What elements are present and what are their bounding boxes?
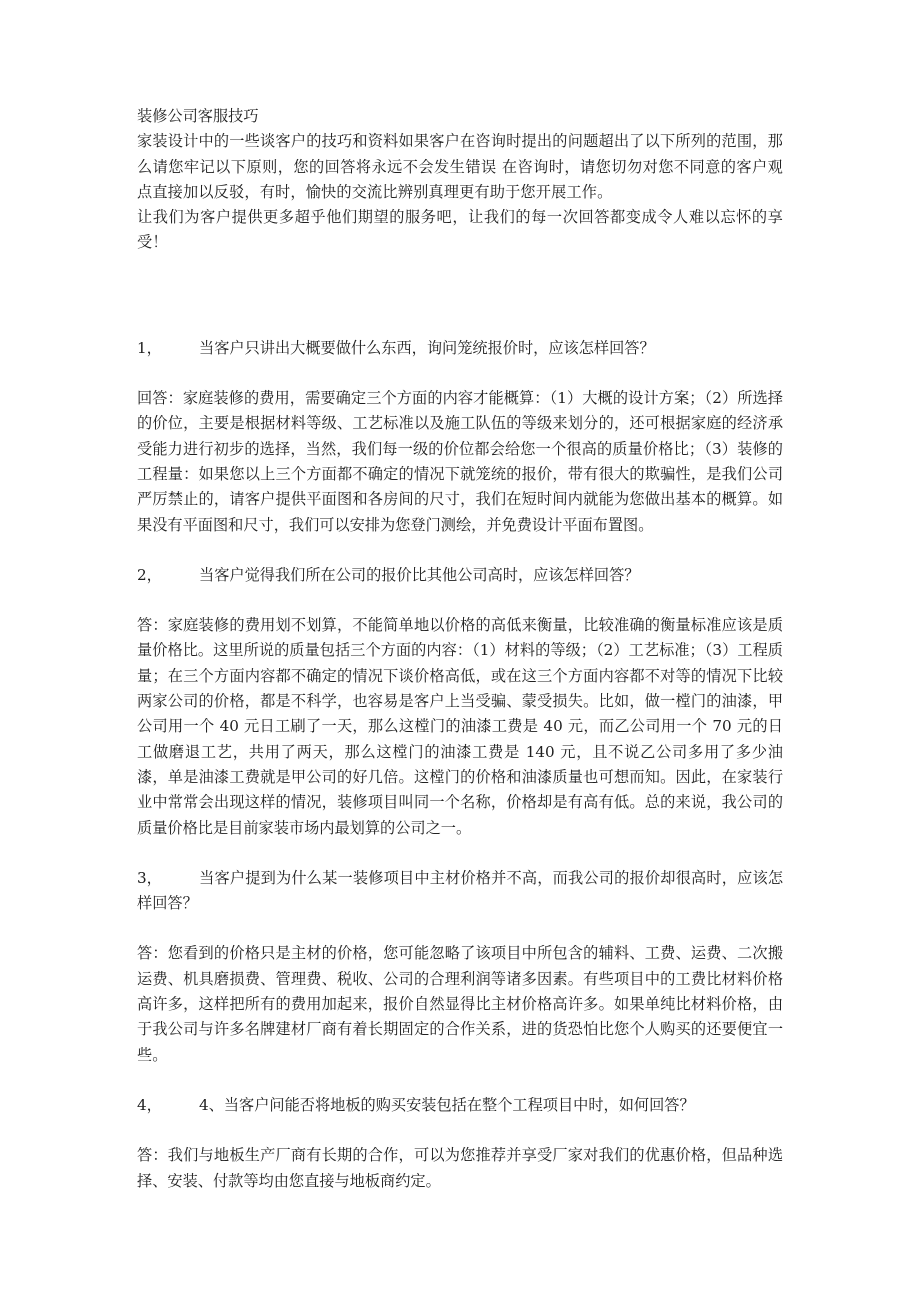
question-number-4: 4，: [137, 1095, 162, 1114]
section-spacer: [137, 256, 783, 336]
question-number-2: 2，: [137, 565, 162, 584]
qa-spacer: [137, 1118, 783, 1143]
question-item-2: [137, 563, 783, 588]
qa-spacer: [137, 916, 783, 941]
question-text-1: 当客户只讲出大概要做什么东西，询问笼统报价时，应该怎样回答？: [199, 338, 655, 357]
question-text-4: 4、当客户问能否将地板的购买安装包括在整个工程项目中时，如何回答？: [199, 1095, 695, 1114]
item-spacer: [137, 841, 783, 866]
question-number-3: 3，: [137, 868, 162, 887]
question-item-1: [137, 336, 783, 361]
question-item-4: [137, 1093, 783, 1118]
answer-item-4: 答：我们与地板生产厂商有长期的合作，可以为您推荐并享受厂家对我们的优惠价格，但品种选择、安装、付款等均由您直接与地板商约定。: [137, 1146, 783, 1190]
question-number-1: 1，: [137, 338, 162, 357]
question-item-3: [137, 866, 783, 917]
answer-item-3: 答：您看到的价格只是主材的价格，您可能忽略了该项目中所包含的辅料、工费、运费、二次搬运费、机具磨损费、管理费、税收、公司的合理利润等诸多因素。有些项目中的工费比材料价格高许多，这样把所有的费用加起来，报价自然显得比主材价格高许多。如果单纯比材料价格，由于我公司与许多名牌建材厂商有着长期固定的合作关系，进的货恐怕比您个人购买的还要便宜一些。: [137, 944, 783, 1064]
question-text-3: 当客户提到为什么某一装修项目中主材价格并不高，而我公司的报价却很高时，应该怎样回答？: [137, 868, 783, 913]
intro-paragraph-1: 家装设计中的一些谈客户的技巧和资料如果客户在咨询时提出的问题超出了以下所列的范围，那么请您牢记以下原则，您的回答将永远不会发生错误 在咨询时，请您切勿对您不同意的客户观点直接加以反驳，有时，愉快的交流比辨别真理更有助于您开展工作。: [137, 132, 783, 201]
question-text-2: 当客户觉得我们所在公司的报价比其他公司高时，应该怎样回答？: [199, 565, 640, 584]
qa-spacer: [137, 588, 783, 613]
document-body: [137, 104, 783, 1194]
intro-paragraph-2: 让我们为客户提供更多超乎他们期望的服务吧，让我们的每一次回答都变成令人难以忘怀的享受！: [137, 208, 783, 252]
answer-item-1: 回答：家庭装修的费用，需要确定三个方面的内容才能概算：（1）大概的设计方案；（2）所选择的价位，主要是根据材料等级、工艺标准以及施工队伍的等级来划分的，还可根据家庭的经济承受能力进行初步的选择，当然，我们每一级的价位都会给您一个很高的质量价格比；（3）装修的工程量：如果您以上三个方面都不确定的情况下就笼统的报价，带有很大的欺骗性，是我们公司严厉禁止的，请客户提供平面图和各房间的尺寸，我们在短时间内就能为您做出基本的概算。如果没有平面图和尺寸，我们可以安排为您登门测绘，并免费设计平面布置图。: [137, 389, 783, 534]
item-spacer: [137, 1068, 783, 1093]
answer-item-2: 答：家庭装修的费用划不划算，不能简单地以价格的高低来衡量，比较准确的衡量标准应该是质量价格比。这里所说的质量包括三个方面的内容：（1）材料的等级；（2）工艺标准；（3）工程质量；在三个方面内容都不确定的情况下谈价格高低，或在这三个方面内容都不对等的情况下比较两家公司的价格，都是不科学，也容易是客户上当受骗、蒙受损失。比如，做一樘门的油漆，甲公司用一个 40 元日工刷了一天，那么这樘门的油漆工费是 40 元，而乙公司用一个 70 元的日工做磨退工艺，共用了两天，那么这樘门的油漆工费是 140 元，且不说乙公司多用了多少油漆，单是油漆工费就是甲公司的好几倍。这樘门的价格和油漆质量也可想而知。因此，在家装行业中常常会出现这样的情况，装修项目叫同一个名称，价格却是有高有低。总的来说，我公司的质量价格比是目前家装市场内最划算的公司之一。: [137, 616, 783, 837]
qa-spacer: [137, 361, 783, 386]
page-title: 装修公司客服技巧: [137, 107, 259, 125]
item-spacer: [137, 538, 783, 563]
